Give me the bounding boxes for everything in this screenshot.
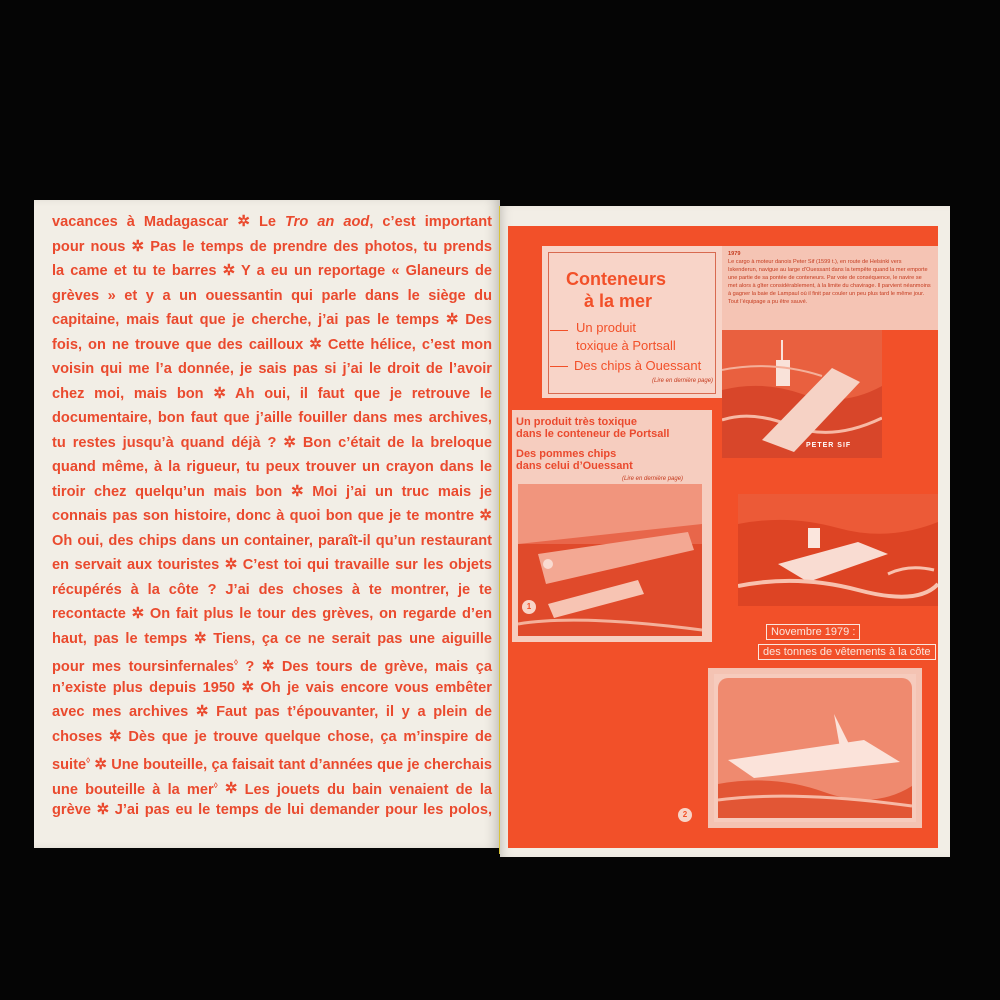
text-segment: récupérés à la côte ? J’ai des choses à te montrer, je te bbox=[52, 581, 492, 598]
text-segment: la came et tu te barres bbox=[52, 263, 223, 279]
dash-1 bbox=[550, 330, 568, 331]
quote-text-block bbox=[52, 210, 492, 823]
text-line bbox=[52, 235, 492, 260]
headline-a-la-mer: à la mer bbox=[584, 291, 653, 311]
text-line bbox=[52, 504, 492, 529]
text-segment: suite bbox=[52, 756, 87, 773]
text-segment: Faut pas t’épouvanter, il y a plein de bbox=[208, 704, 492, 720]
sub-chips: Des chips à Ouessant bbox=[574, 358, 702, 373]
asterisk-icon: ✲ bbox=[96, 801, 110, 818]
text-segment: Pas le temps de prendre des photos, tu prends bbox=[144, 238, 492, 255]
asterisk-icon: ✲ bbox=[479, 507, 492, 524]
text-segment: en servait aux touristes bbox=[52, 557, 225, 573]
note-lire-1: (Lire en dernière page) bbox=[652, 378, 714, 384]
text-line bbox=[52, 553, 492, 578]
tag-novembre: Novembre 1979 : bbox=[766, 624, 860, 640]
text-line bbox=[52, 774, 492, 799]
cargo-year: 1979 bbox=[728, 251, 741, 257]
text-segment: quand même, à la rigueur, tu peux trouver un crayon dans le bbox=[52, 459, 492, 475]
cargo-text: Le cargo à moteur danois Peter Sif (1599 t.), en route de Helsinki vers Iskenderun, naviguе au large d’Ouessant dans la tempête quand la mer emporte une partie de sa pontée de conteneurs. Par voie de conséquence, le navire se met alors à gîter considérablement, à la limite du chavirage. Il parvient néanmoins à gagner la baie de Lampaul où il finit par couler un peu plus tard le même jour. Tout l’équipage a pu être sauvé. bbox=[728, 259, 931, 305]
text-line bbox=[52, 333, 492, 358]
text-segment: Y a eu un reportage « Glaneurs de bbox=[235, 263, 492, 279]
tox-line2: dans le conteneur de Portsall bbox=[516, 428, 670, 440]
text-segment: une bouteille à la mer bbox=[52, 781, 214, 798]
tox-line3: Des pommes chips bbox=[516, 448, 617, 460]
text-line bbox=[52, 798, 492, 823]
photo-peter-sif bbox=[722, 330, 882, 458]
tox-line1: Un produit très toxique bbox=[516, 416, 637, 428]
text-line bbox=[52, 382, 492, 407]
text-segment: capitaine, mais faut que je cherche, j’ai pas le temps bbox=[52, 312, 446, 328]
badge-number-1: 1 bbox=[522, 600, 536, 614]
badge-number-2: 2 bbox=[678, 808, 692, 822]
text-segment: fois, on ne trouve que des cailloux bbox=[52, 336, 310, 353]
note-lire-2: (Lire en dernière page) bbox=[622, 476, 684, 482]
text-line bbox=[52, 284, 492, 309]
text-line bbox=[52, 431, 492, 456]
text-line bbox=[52, 700, 492, 725]
asterisk-icon: ✲ bbox=[224, 556, 238, 573]
text-segment: chez moi, mais bon bbox=[52, 385, 214, 402]
cargo-caption bbox=[728, 250, 932, 306]
text-segment: tu restes jusqu’à quand déjà ? bbox=[52, 434, 284, 451]
clipping-toxique bbox=[512, 410, 712, 642]
text-segment: voisin qui me l’a donnée, je sais pas si j’ai le droit de l’avoir bbox=[52, 361, 492, 377]
text-segment: Des tours de grève, mais ça bbox=[274, 658, 492, 675]
text-line bbox=[52, 308, 492, 333]
headline-conteneurs: Conteneurs bbox=[566, 269, 667, 289]
text-line bbox=[52, 602, 492, 627]
dash-2 bbox=[550, 366, 568, 367]
text-segment: On fait plus le tour des grèves, on regarde d’en bbox=[144, 606, 492, 622]
text-line bbox=[52, 651, 492, 676]
asterisk-icon: ✲ bbox=[283, 433, 296, 451]
text-line bbox=[52, 259, 492, 284]
asterisk-icon: ✲ bbox=[224, 780, 238, 798]
text-segment: Oh oui, des chips dans un container, paraît-il qu’un restaurant bbox=[52, 532, 492, 549]
text-segment: Le bbox=[249, 214, 286, 230]
text-segment: grève bbox=[52, 802, 97, 818]
footnote-mark: ◊ bbox=[86, 756, 91, 765]
text-segment: Bon c’était de la breloque bbox=[295, 434, 492, 451]
text-segment: Les jouets du bain venaient de la bbox=[237, 781, 492, 798]
text-line bbox=[52, 210, 492, 235]
left-page bbox=[34, 200, 500, 848]
asterisk-icon: ✲ bbox=[222, 262, 236, 279]
asterisk-icon: ✲ bbox=[94, 755, 107, 773]
tag-vetements: des tonnes de vêtements à la côte bbox=[758, 644, 936, 660]
photo-container-dock bbox=[518, 484, 702, 636]
text-segment: choses bbox=[52, 728, 110, 745]
red-collage-field bbox=[508, 226, 938, 848]
photo-capsized-ship bbox=[714, 674, 916, 822]
text-segment: Tiens, ça ce ne serait pas une aiguille bbox=[206, 630, 492, 647]
text-segment: vacances à Madagascar bbox=[52, 214, 238, 230]
text-segment: Oh je vais encore vous embêter bbox=[254, 679, 492, 696]
text-segment: pour mes toursinfernales bbox=[52, 658, 234, 675]
clipping-cargo bbox=[722, 246, 938, 330]
text-segment: pour nous bbox=[52, 238, 132, 255]
text-line bbox=[52, 578, 492, 603]
text-segment: Des bbox=[458, 312, 493, 328]
text-line bbox=[52, 480, 492, 505]
text-line bbox=[52, 406, 492, 431]
text-segment: Ah oui, il faut que je retrouve le bbox=[225, 385, 492, 402]
text-italic: Tro an aod bbox=[285, 214, 370, 230]
text-line bbox=[52, 725, 492, 750]
text-segment: connais pas son histoire, donc à quoi bon que je te montre bbox=[52, 508, 480, 524]
text-segment: avec mes archives bbox=[52, 704, 196, 720]
right-page bbox=[500, 206, 950, 857]
text-segment: Cette hélice, c’est mon bbox=[321, 336, 492, 353]
footnote-mark: ◊ bbox=[234, 658, 238, 667]
text-line bbox=[52, 676, 492, 701]
text-line bbox=[52, 455, 492, 480]
text-segment: ? bbox=[237, 658, 262, 675]
asterisk-icon: ✲ bbox=[261, 657, 275, 675]
text-segment: tiroir chez quelqu’un mais bon bbox=[52, 483, 291, 500]
asterisk-icon: ✲ bbox=[131, 237, 145, 255]
asterisk-icon: ✲ bbox=[131, 605, 145, 622]
asterisk-icon: ✲ bbox=[309, 335, 322, 353]
text-line bbox=[52, 627, 492, 652]
sub-produit: Un produit bbox=[576, 320, 636, 335]
clipping-capsized-ship bbox=[708, 668, 922, 828]
text-segment: recontacte bbox=[52, 606, 132, 622]
tox-line4: dans celui d’Ouessant bbox=[516, 460, 633, 472]
asterisk-icon: ✲ bbox=[194, 629, 207, 647]
text-segment: , c’est important bbox=[369, 214, 492, 230]
asterisk-icon: ✲ bbox=[195, 703, 209, 720]
text-line bbox=[52, 529, 492, 554]
text-line bbox=[52, 749, 492, 774]
text-segment: Moi j’ai un truc mais je bbox=[303, 483, 492, 500]
text-segment: n’existe plus depuis 1950 bbox=[52, 679, 242, 696]
sub-toxique: toxique à Portsall bbox=[576, 338, 676, 353]
asterisk-icon: ✲ bbox=[241, 678, 255, 696]
clipping-conteneurs bbox=[542, 246, 722, 398]
text-segment: J’ai pas eu le temps de lui demander pour les polos, bbox=[109, 802, 492, 818]
text-segment: Dès que je trouve quelque chose, ça m’inspire de bbox=[121, 728, 492, 745]
text-segment: haut, pas le temps bbox=[52, 630, 195, 647]
text-line bbox=[52, 357, 492, 382]
photo-ship-storm bbox=[738, 494, 938, 606]
text-segment: grèves » et y a un ouessantin qui parle dans le siège du bbox=[52, 287, 492, 304]
caption-peter-sif: PETER SIF bbox=[806, 442, 852, 449]
asterisk-icon: ✲ bbox=[213, 384, 226, 402]
text-segment bbox=[218, 781, 225, 797]
text-segment: documentaire, bon faut que j’aille fouiller dans mes archives, bbox=[52, 410, 492, 426]
asterisk-icon: ✲ bbox=[445, 311, 459, 328]
asterisk-icon: ✲ bbox=[109, 727, 122, 745]
asterisk-icon: ✲ bbox=[290, 482, 304, 500]
footnote-mark: ◊ bbox=[213, 780, 218, 790]
text-segment: C’est toi qui travaille sur les objets bbox=[237, 557, 492, 573]
text-segment: Une bouteille, ça faisait tant d’années que je cherchais bbox=[106, 756, 492, 773]
asterisk-icon: ✲ bbox=[237, 213, 250, 230]
